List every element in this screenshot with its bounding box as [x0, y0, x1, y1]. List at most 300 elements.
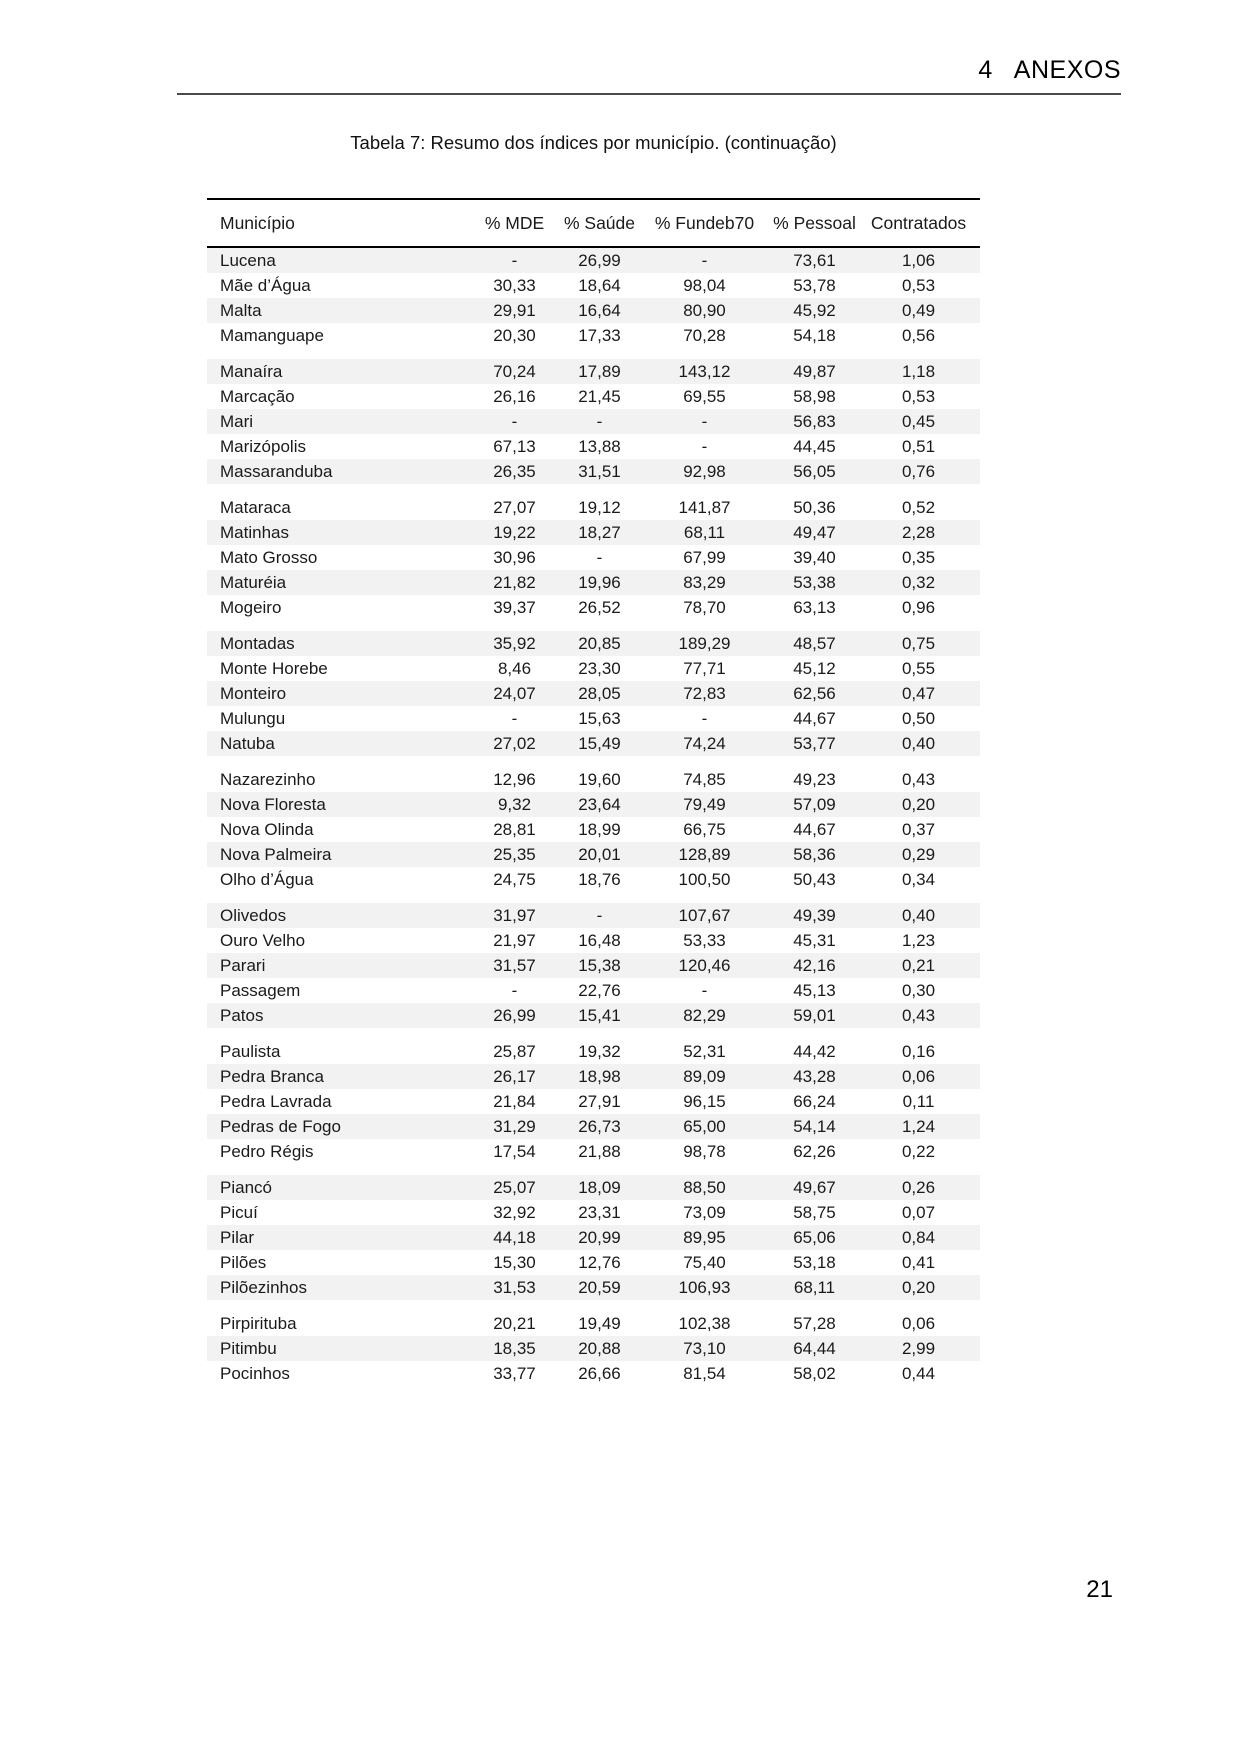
cell-contratados: 1,24 [857, 1114, 980, 1139]
table-row [207, 1089, 980, 1114]
cell-mde: 26,99 [467, 1003, 562, 1028]
cell-contratados: 0,07 [901, 1202, 936, 1222]
cell-contratados: 0,75 [857, 631, 980, 656]
cell-saude: 26,99 [562, 247, 637, 273]
cell-pessoal: 58,98 [793, 386, 836, 406]
cell-pessoal: 65,06 [772, 1225, 857, 1250]
cell-mde: 8,46 [497, 658, 532, 678]
cell-mde: - [467, 247, 562, 273]
cell-pessoal: 39,40 [793, 547, 836, 567]
cell-contratados: 0,06 [857, 1064, 980, 1089]
table-row [207, 247, 980, 273]
cell-pessoal: 48,57 [772, 631, 857, 656]
table-row [207, 978, 980, 1003]
group-spacer-row [207, 348, 980, 359]
cell-fundeb70: 83,29 [637, 570, 772, 595]
cell-saude: 23,31 [578, 1202, 621, 1222]
cell-saude: 18,64 [578, 275, 621, 295]
cell-contratados: 0,34 [901, 869, 936, 889]
cell-pessoal: 49,67 [772, 1175, 857, 1200]
cell-contratados: 0,55 [901, 658, 936, 678]
cell-fundeb70: 102,38 [678, 1313, 731, 1333]
cell-contratados: 1,06 [857, 247, 980, 273]
cell-fundeb70: 70,28 [683, 325, 726, 345]
cell-municipio: Picuí [220, 1202, 258, 1222]
cell-saude: 19,96 [562, 570, 637, 595]
cell-saude: 18,27 [562, 520, 637, 545]
cell-municipio: Pedro Régis [220, 1141, 314, 1161]
cell-mde: 25,07 [467, 1175, 562, 1200]
cell-pessoal: 54,14 [772, 1114, 857, 1139]
cell-pessoal: 49,39 [772, 903, 857, 928]
cell-municipio: Maturéia [207, 570, 467, 595]
cell-fundeb70: 141,87 [678, 497, 731, 517]
cell-pessoal: 54,18 [793, 325, 836, 345]
cell-contratados: 0,84 [857, 1225, 980, 1250]
cell-mde: 30,96 [493, 547, 536, 567]
cell-municipio: Nova Olinda [220, 819, 314, 839]
group-spacer-row [207, 620, 980, 631]
cell-fundeb70: 67,99 [683, 547, 726, 567]
cell-fundeb70: 92,98 [637, 459, 772, 484]
group-spacer-row [207, 484, 980, 495]
section-number: 4 [978, 56, 993, 84]
table-row [207, 1200, 980, 1225]
table-row [207, 1311, 980, 1336]
group-spacer [207, 620, 980, 631]
cell-contratados: 0,76 [857, 459, 980, 484]
cell-mde: - [511, 980, 518, 1000]
cell-municipio: Pirpirituba [220, 1313, 297, 1333]
cell-pessoal: 68,11 [772, 1275, 857, 1300]
cell-contratados: 0,11 [902, 1091, 935, 1111]
cell-fundeb70: 69,55 [683, 386, 726, 406]
table-row [207, 681, 980, 706]
cell-contratados: 0,43 [857, 1003, 980, 1028]
cell-pessoal: 57,28 [793, 1313, 836, 1333]
cell-saude: 18,76 [578, 869, 621, 889]
table-row [207, 1250, 980, 1275]
section-title: ANEXOS [1013, 56, 1121, 84]
cell-saude: 18,09 [562, 1175, 637, 1200]
cell-municipio: Monteiro [207, 681, 467, 706]
cell-mde: 70,24 [467, 359, 562, 384]
table-row [207, 656, 980, 681]
table-header-row [207, 199, 980, 247]
cell-saude: 26,66 [578, 1363, 621, 1383]
cell-saude: 18,98 [562, 1064, 637, 1089]
cell-pessoal: 56,83 [772, 409, 857, 434]
table-row [207, 903, 980, 928]
cell-contratados: 0,29 [857, 842, 980, 867]
cell-pessoal: 45,13 [793, 980, 836, 1000]
cell-pessoal: 44,67 [793, 708, 836, 728]
cell-contratados: 0,45 [857, 409, 980, 434]
table-row [207, 359, 980, 384]
cell-municipio: Mogeiro [220, 597, 282, 617]
cell-municipio: Olivedos [207, 903, 467, 928]
cell-mde: 20,21 [493, 1313, 536, 1333]
cell-pessoal: 45,31 [793, 930, 836, 950]
group-spacer [207, 484, 980, 495]
cell-fundeb70: 107,67 [637, 903, 772, 928]
cell-contratados: 0,96 [901, 597, 936, 617]
cell-fundeb70: 68,11 [637, 520, 772, 545]
table-row [207, 545, 980, 570]
cell-contratados: 0,20 [857, 792, 980, 817]
cell-saude: 17,89 [562, 359, 637, 384]
group-spacer [207, 1028, 980, 1039]
cell-saude: 12,76 [578, 1252, 621, 1272]
cell-municipio: Paulista [220, 1041, 281, 1061]
cell-pessoal: 53,38 [772, 570, 857, 595]
cell-municipio: Lucena [207, 247, 467, 273]
group-spacer [207, 1164, 980, 1175]
cell-saude: 26,52 [578, 597, 621, 617]
cell-contratados: 0,37 [901, 819, 936, 839]
cell-municipio: Pilõezinhos [207, 1275, 467, 1300]
cell-mde: 33,77 [493, 1363, 536, 1383]
cell-pessoal: 58,36 [772, 842, 857, 867]
cell-fundeb70: 73,10 [637, 1336, 772, 1361]
cell-contratados: 0,51 [901, 436, 936, 456]
table-row [207, 1003, 980, 1028]
col-header-contratados: Contratados [857, 199, 980, 247]
cell-pessoal: 49,23 [793, 769, 836, 789]
cell-contratados: 0,32 [857, 570, 980, 595]
section-heading [177, 56, 1121, 85]
cell-fundeb70: 75,40 [683, 1252, 726, 1272]
cell-contratados: 0,22 [901, 1141, 936, 1161]
cell-fundeb70: - [701, 708, 708, 728]
cell-mde: 31,97 [467, 903, 562, 928]
group-spacer [207, 348, 980, 359]
cell-pessoal: 45,92 [772, 298, 857, 323]
table-row [207, 1064, 980, 1089]
cell-pessoal: 64,44 [772, 1336, 857, 1361]
cell-saude: 28,05 [562, 681, 637, 706]
cell-fundeb70: 78,70 [683, 597, 726, 617]
cell-saude: 19,49 [578, 1313, 621, 1333]
cell-contratados: 0,21 [857, 953, 980, 978]
cell-pessoal: 57,09 [772, 792, 857, 817]
cell-pessoal: 44,42 [793, 1041, 836, 1061]
cell-fundeb70: 120,46 [637, 953, 772, 978]
cell-municipio: Massaranduba [207, 459, 467, 484]
cell-mde: 19,22 [467, 520, 562, 545]
table-row [207, 434, 980, 459]
cell-saude: 21,45 [578, 386, 621, 406]
cell-mde: 31,53 [467, 1275, 562, 1300]
cell-pessoal: 53,78 [793, 275, 836, 295]
cell-municipio: Pedras de Fogo [207, 1114, 467, 1139]
cell-municipio: Montadas [207, 631, 467, 656]
cell-mde: 21,82 [467, 570, 562, 595]
cell-mde: 26,17 [467, 1064, 562, 1089]
cell-municipio: Pilões [220, 1252, 267, 1272]
cell-saude: 20,88 [562, 1336, 637, 1361]
cell-mde: 29,91 [467, 298, 562, 323]
cell-mde: 26,16 [493, 386, 536, 406]
cell-contratados: 0,56 [901, 325, 936, 345]
cell-mde: 21,97 [493, 930, 536, 950]
cell-saude: 13,88 [578, 436, 621, 456]
cell-fundeb70: 79,49 [637, 792, 772, 817]
cell-saude: 22,76 [578, 980, 621, 1000]
table-row [207, 792, 980, 817]
cell-fundeb70: 74,24 [637, 731, 772, 756]
cell-fundeb70: 189,29 [637, 631, 772, 656]
cell-municipio: Mulungu [220, 708, 286, 728]
cell-fundeb70: 106,93 [637, 1275, 772, 1300]
cell-municipio: Mato Grosso [220, 547, 318, 567]
cell-pessoal: 58,75 [793, 1202, 836, 1222]
cell-fundeb70: 80,90 [637, 298, 772, 323]
cell-contratados: 2,99 [857, 1336, 980, 1361]
group-spacer-row [207, 892, 980, 903]
cell-saude: 15,41 [562, 1003, 637, 1028]
cell-contratados: 0,40 [857, 731, 980, 756]
group-spacer [207, 892, 980, 903]
table-caption: Tabela 7: Resumo dos índices por município. (continuação) [350, 132, 837, 153]
table-row [207, 631, 980, 656]
cell-contratados: 2,28 [857, 520, 980, 545]
cell-saude: 15,63 [578, 708, 621, 728]
cell-contratados: 0,20 [857, 1275, 980, 1300]
col-header-fundeb70: % Fundeb70 [637, 199, 772, 247]
group-spacer-row [207, 756, 980, 767]
cell-fundeb70: 74,85 [683, 769, 726, 789]
cell-mde: 32,92 [493, 1202, 536, 1222]
cell-saude: 19,32 [578, 1041, 621, 1061]
cell-mde: 20,30 [493, 325, 536, 345]
cell-mde: 24,07 [467, 681, 562, 706]
table-row [207, 817, 980, 842]
cell-pessoal: 62,26 [793, 1141, 836, 1161]
group-spacer [207, 1300, 980, 1311]
cell-municipio: Pocinhos [220, 1363, 290, 1383]
cell-saude: 21,88 [578, 1141, 621, 1161]
cell-pessoal: 44,45 [793, 436, 836, 456]
table-row [207, 1225, 980, 1250]
table-row [207, 928, 980, 953]
cell-mde: 67,13 [493, 436, 536, 456]
cell-contratados: 0,49 [857, 298, 980, 323]
cell-municipio: Piancó [207, 1175, 467, 1200]
cell-municipio: Marizópolis [220, 436, 306, 456]
cell-mde: 15,30 [493, 1252, 536, 1272]
cell-fundeb70: 98,04 [683, 275, 726, 295]
cell-saude: 19,12 [578, 497, 621, 517]
table-row [207, 520, 980, 545]
cell-municipio: Pilar [207, 1225, 467, 1250]
table-row [207, 595, 980, 620]
cell-fundeb70: - [701, 980, 708, 1000]
cell-saude: 23,64 [562, 792, 637, 817]
group-spacer-row [207, 1164, 980, 1175]
cell-contratados: 0,41 [901, 1252, 936, 1272]
cell-fundeb70: 65,00 [637, 1114, 772, 1139]
cell-pessoal: 44,67 [793, 819, 836, 839]
cell-pessoal: 53,77 [772, 731, 857, 756]
cell-mde: 30,33 [493, 275, 536, 295]
table-row [207, 1114, 980, 1139]
cell-contratados: 0,53 [901, 275, 936, 295]
cell-fundeb70: 89,09 [637, 1064, 772, 1089]
cell-pessoal: 53,18 [793, 1252, 836, 1272]
cell-pessoal: 49,87 [772, 359, 857, 384]
cell-fundeb70: 96,15 [683, 1091, 726, 1111]
cell-pessoal: 50,43 [793, 869, 836, 889]
cell-fundeb70: 143,12 [637, 359, 772, 384]
cell-municipio: Passagem [220, 980, 301, 1000]
cell-fundeb70: 100,50 [678, 869, 731, 889]
cell-saude: 20,85 [562, 631, 637, 656]
cell-saude: 17,33 [578, 325, 621, 345]
cell-saude: 18,99 [578, 819, 621, 839]
table-row [207, 495, 980, 520]
cell-saude: 26,73 [562, 1114, 637, 1139]
cell-saude: 16,48 [578, 930, 621, 950]
cell-fundeb70: - [637, 247, 772, 273]
cell-pessoal: 58,02 [793, 1363, 836, 1383]
cell-contratados: 0,16 [901, 1041, 936, 1061]
cell-pessoal: 73,61 [772, 247, 857, 273]
cell-fundeb70: - [701, 436, 708, 456]
cell-mde: 25,35 [467, 842, 562, 867]
page-number: 21 [1086, 1576, 1113, 1603]
cell-mde: 17,54 [493, 1141, 536, 1161]
cell-pessoal: 62,56 [772, 681, 857, 706]
cell-pessoal: 63,13 [793, 597, 836, 617]
cell-saude: 20,99 [562, 1225, 637, 1250]
cell-mde: 35,92 [467, 631, 562, 656]
group-spacer-row [207, 1300, 980, 1311]
cell-fundeb70: 52,31 [683, 1041, 726, 1061]
cell-municipio: Patos [207, 1003, 467, 1028]
col-header-municipio: Município [207, 199, 467, 247]
cell-mde: 28,81 [493, 819, 536, 839]
cell-municipio: Pedra Branca [207, 1064, 467, 1089]
table-row [207, 323, 980, 348]
table-row [207, 706, 980, 731]
cell-fundeb70: 66,75 [683, 819, 726, 839]
cell-municipio: Manaíra [207, 359, 467, 384]
cell-municipio: Pitimbu [207, 1336, 467, 1361]
cell-fundeb70: 72,83 [637, 681, 772, 706]
cell-fundeb70: 82,29 [637, 1003, 772, 1028]
cell-municipio: Natuba [207, 731, 467, 756]
cell-municipio: Olho d’Água [220, 869, 314, 889]
cell-contratados: 0,50 [901, 708, 936, 728]
cell-municipio: Mari [207, 409, 467, 434]
cell-contratados: 0,43 [901, 769, 936, 789]
table-row [207, 1039, 980, 1064]
cell-municipio: Malta [207, 298, 467, 323]
cell-contratados: 0,47 [857, 681, 980, 706]
cell-mde: 27,07 [493, 497, 536, 517]
cell-contratados: 1,23 [901, 930, 936, 950]
cell-contratados: 0,40 [857, 903, 980, 928]
cell-saude: 19,60 [578, 769, 621, 789]
cell-fundeb70: 88,50 [637, 1175, 772, 1200]
cell-contratados: 0,52 [901, 497, 936, 517]
cell-saude: 23,30 [578, 658, 621, 678]
cell-mde: 39,37 [493, 597, 536, 617]
cell-contratados: 0,44 [901, 1363, 936, 1383]
cell-mde: 24,75 [493, 869, 536, 889]
cell-mde: 27,02 [467, 731, 562, 756]
cell-pessoal: 59,01 [772, 1003, 857, 1028]
cell-fundeb70: 53,33 [683, 930, 726, 950]
table-row [207, 384, 980, 409]
group-spacer-row [207, 1028, 980, 1039]
table-row [207, 767, 980, 792]
cell-saude: - [562, 903, 637, 928]
cell-pessoal: 49,47 [772, 520, 857, 545]
cell-saude: - [596, 547, 603, 567]
cell-municipio: Nova Palmeira [207, 842, 467, 867]
table-row [207, 842, 980, 867]
cell-mde: 12,96 [493, 769, 536, 789]
table-row [207, 273, 980, 298]
cell-municipio: Ouro Velho [220, 930, 306, 950]
table-row [207, 1336, 980, 1361]
cell-municipio: Mamanguape [220, 325, 324, 345]
table-row [207, 953, 980, 978]
cell-saude: 15,49 [562, 731, 637, 756]
table-row [207, 1361, 980, 1386]
cell-municipio: Mãe d’Água [220, 275, 311, 295]
table-row [207, 1275, 980, 1300]
table-row [207, 1175, 980, 1200]
cell-municipio: Nova Floresta [207, 792, 467, 817]
cell-saude: 27,91 [578, 1091, 621, 1111]
cell-municipio: Pedra Lavrada [220, 1091, 332, 1111]
cell-saude: 20,59 [562, 1275, 637, 1300]
col-header-saude: % Saúde [562, 199, 637, 247]
cell-saude: 16,64 [562, 298, 637, 323]
cell-fundeb70: 81,54 [683, 1363, 726, 1383]
cell-mde: 44,18 [467, 1225, 562, 1250]
cell-contratados: 0,30 [901, 980, 936, 1000]
cell-mde: - [511, 708, 518, 728]
cell-mde: 31,57 [467, 953, 562, 978]
cell-fundeb70: 73,09 [683, 1202, 726, 1222]
group-spacer [207, 756, 980, 767]
cell-municipio: Marcação [220, 386, 295, 406]
cell-pessoal: 50,36 [793, 497, 836, 517]
cell-fundeb70: - [637, 409, 772, 434]
table-row [207, 459, 980, 484]
cell-mde: 26,35 [467, 459, 562, 484]
cell-pessoal: 66,24 [793, 1091, 836, 1111]
table-row [207, 731, 980, 756]
cell-fundeb70: 128,89 [637, 842, 772, 867]
cell-contratados: 1,18 [857, 359, 980, 384]
cell-pessoal: 56,05 [772, 459, 857, 484]
cell-mde: 31,29 [467, 1114, 562, 1139]
header-rule [177, 93, 1121, 95]
col-header-pessoal: % Pessoal [772, 199, 857, 247]
cell-mde: - [467, 409, 562, 434]
cell-fundeb70: 89,95 [637, 1225, 772, 1250]
cell-contratados: 0,06 [901, 1313, 936, 1333]
cell-saude: 20,01 [562, 842, 637, 867]
cell-saude: 31,51 [562, 459, 637, 484]
table-row [207, 409, 980, 434]
indices-table [207, 198, 980, 1386]
